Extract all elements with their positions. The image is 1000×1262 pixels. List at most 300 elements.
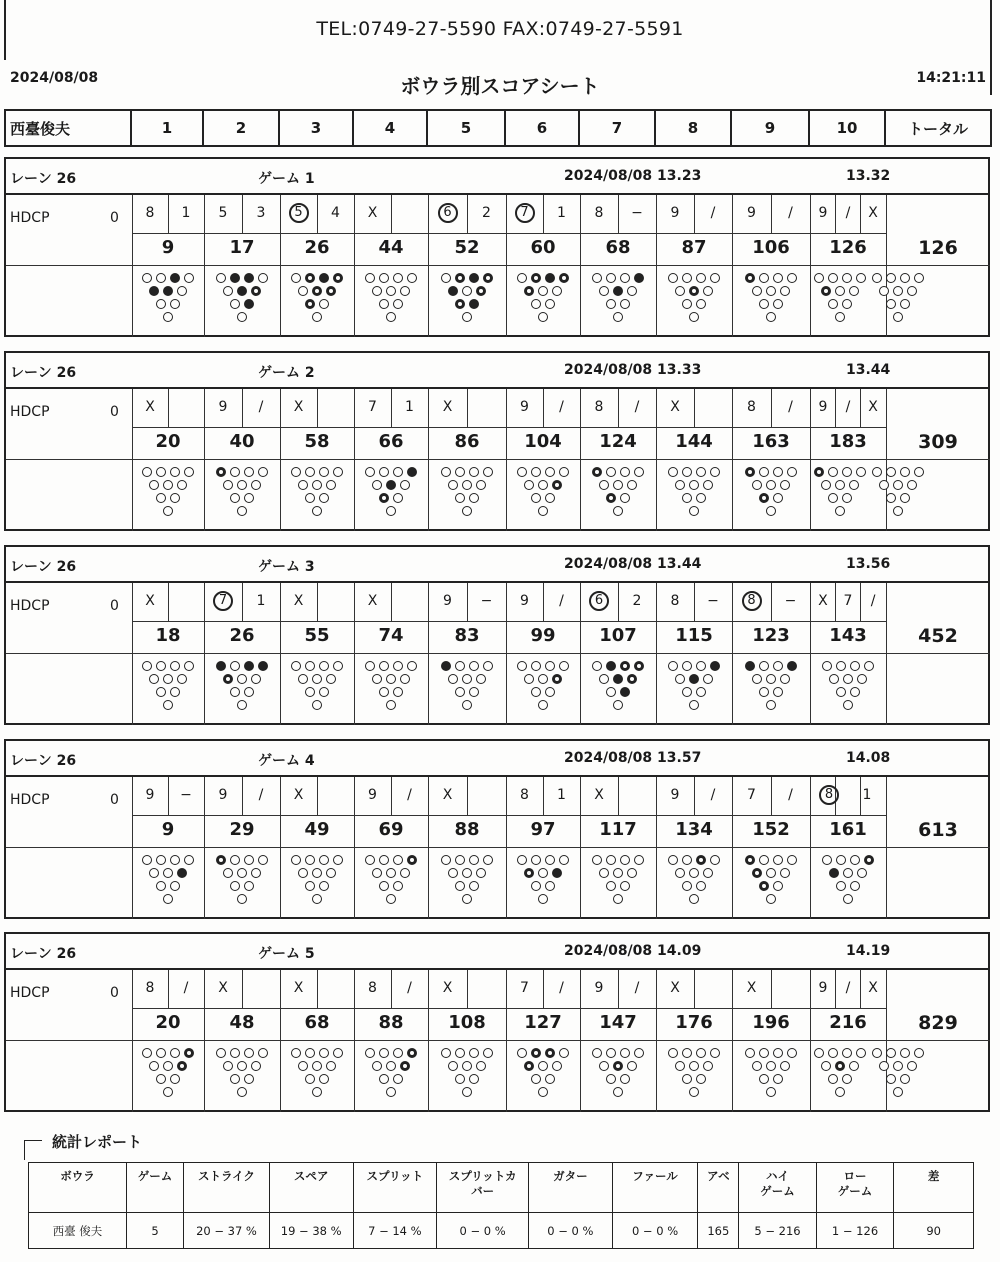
pin-3: [696, 493, 706, 503]
roll-mark: 9: [818, 205, 828, 221]
frame-score: 115: [675, 625, 713, 646]
pin-9: [393, 661, 403, 671]
roll-box-divider: [771, 195, 772, 233]
pin-5: [163, 868, 173, 878]
game-header: [6, 547, 988, 583]
pin-3: [319, 881, 329, 891]
frame-divider: [506, 970, 507, 1112]
roll-box-divider: [317, 583, 318, 621]
roll-box-divider: [242, 195, 243, 233]
roll-mark: 7: [520, 980, 529, 996]
game-end: 14.19: [846, 943, 891, 959]
pin-6: [400, 674, 410, 684]
pin-1: [835, 506, 845, 516]
pin-9: [170, 1048, 180, 1058]
roll-mark: /: [710, 787, 716, 803]
pin-1: [613, 700, 623, 710]
roll-box-divider: [771, 389, 772, 427]
pin-3: [244, 687, 254, 697]
pin-4: [448, 286, 458, 296]
frame-score: 152: [752, 819, 790, 840]
pin-3: [545, 687, 555, 697]
roll-mark: /: [559, 399, 564, 415]
pin-3: [620, 493, 630, 503]
frame-score: 20: [155, 431, 181, 452]
game-end: 13.56: [846, 556, 891, 572]
pin-4: [524, 286, 534, 296]
pin-6: [703, 868, 713, 878]
frame-divider: [354, 195, 355, 337]
frame-score: 147: [599, 1012, 637, 1033]
pin-1: [312, 894, 322, 904]
pin-5: [538, 480, 548, 490]
pin-3: [900, 1074, 910, 1084]
frame-score: 88: [378, 1012, 404, 1033]
pin-7: [872, 1048, 882, 1058]
pin-2: [828, 493, 838, 503]
report-bracket: [24, 1140, 42, 1141]
pin-4: [524, 480, 534, 490]
roll-mark: 1: [405, 399, 414, 415]
pin-9: [244, 273, 254, 283]
pin-8: [305, 1048, 315, 1058]
game-end: 13.44: [846, 362, 891, 378]
pin-6: [177, 868, 187, 878]
pin-7: [365, 661, 375, 671]
roll-mark: 5: [289, 203, 309, 223]
pin-7: [142, 1048, 152, 1058]
pin-3: [696, 299, 706, 309]
roll-mark: X: [442, 787, 453, 803]
pin-4: [524, 868, 534, 878]
pin-6: [552, 868, 562, 878]
pin-7: [441, 855, 451, 865]
pin-8: [606, 661, 616, 671]
pin-7: [592, 467, 602, 477]
pin-2: [156, 299, 166, 309]
pin-8: [682, 273, 692, 283]
pin-2: [230, 881, 240, 891]
pin-8: [230, 273, 240, 283]
game-header: [6, 934, 988, 970]
hdcp-label: HDCP: [10, 404, 50, 420]
pin-1: [538, 700, 548, 710]
roll-box-divider: [242, 583, 243, 621]
pin-4: [298, 286, 308, 296]
pin-6: [907, 286, 917, 296]
stats-header-cell: アベ: [698, 1163, 739, 1213]
pin-4: [298, 674, 308, 684]
roll-mark: 9: [443, 593, 452, 609]
pin-3: [469, 881, 479, 891]
roll-mark: X: [367, 593, 378, 609]
pin-4: [879, 480, 889, 490]
pin-5: [163, 480, 173, 490]
pin-9: [900, 1048, 910, 1058]
pin-5: [689, 1061, 699, 1071]
pin-5: [538, 1061, 548, 1071]
roll-mark: X: [670, 980, 680, 996]
game-block-3: [4, 545, 990, 725]
pin-8: [682, 1048, 692, 1058]
lane-label: レーン 26: [10, 946, 77, 962]
pin-7: [592, 273, 602, 283]
roll-mark: /: [559, 980, 564, 996]
frame-number-4: 4: [354, 111, 428, 145]
pin-4: [223, 480, 233, 490]
frame-divider: [732, 583, 733, 725]
pin-3: [319, 493, 329, 503]
pin-9: [620, 855, 630, 865]
pin-2: [156, 881, 166, 891]
pin-8: [379, 855, 389, 865]
roll-mark: 8: [742, 591, 762, 611]
stats-header-cell: ストライク: [184, 1163, 270, 1213]
pin-2: [759, 881, 769, 891]
pin-4: [149, 286, 159, 296]
frame-score: 104: [524, 431, 562, 452]
pin-8: [305, 467, 315, 477]
pin-8: [379, 1048, 389, 1058]
pin-5: [386, 674, 396, 684]
pin-1: [893, 506, 903, 516]
pin-4: [821, 1061, 831, 1071]
frame-score: 29: [229, 819, 255, 840]
pin-7: [216, 467, 226, 477]
roll-mark: X: [868, 980, 878, 996]
pin-3: [620, 1074, 630, 1084]
roll-box-divider: [391, 583, 392, 621]
pin-10: [634, 1048, 644, 1058]
pin-5: [689, 674, 699, 684]
roll-box-divider: [467, 583, 468, 621]
pin-7: [142, 855, 152, 865]
pin-6: [552, 1061, 562, 1071]
roll-mark: 8: [594, 205, 604, 221]
pin-5: [386, 1061, 396, 1071]
pin-5: [237, 674, 247, 684]
pin-7: [745, 1048, 755, 1058]
pin-5: [237, 868, 247, 878]
frame-score: 124: [599, 431, 637, 452]
frame-divider: [656, 389, 657, 531]
frame-divider: [354, 583, 355, 725]
roll-box-divider: [543, 970, 544, 1008]
frame-number-2: 2: [204, 111, 280, 145]
roll-mark: X: [293, 593, 304, 609]
pin-4: [599, 1061, 609, 1071]
pin-7: [814, 273, 824, 283]
frame-number-6: 6: [506, 111, 580, 145]
roll-mark: 9: [520, 593, 529, 609]
game-start: 2024/08/08 13.57: [564, 750, 702, 766]
game-start: 2024/08/08 14.09: [564, 943, 702, 959]
pin-6: [627, 674, 637, 684]
pin-6: [627, 480, 637, 490]
pin-9: [319, 661, 329, 671]
pin-6: [326, 674, 336, 684]
roll-mark: 6: [589, 591, 609, 611]
stats-cell: 0 − 0 %: [437, 1213, 529, 1249]
pin-6: [400, 1061, 410, 1071]
pin-10: [333, 855, 343, 865]
pin-7: [142, 467, 152, 477]
frame-score: 127: [524, 1012, 562, 1033]
frame-divider: [132, 777, 133, 919]
roll-mark: 9: [670, 205, 680, 221]
pin-4: [752, 674, 762, 684]
hdcp-label: HDCP: [10, 598, 50, 614]
game-block-2: [4, 351, 990, 531]
roll-mark: −: [707, 593, 719, 609]
roll-mark: 8: [520, 787, 529, 803]
pin-5: [386, 868, 396, 878]
pin-5: [689, 868, 699, 878]
pin-6: [177, 480, 187, 490]
pin-1: [462, 894, 472, 904]
roll-box-divider: [618, 389, 619, 427]
roll-row-divider: [132, 1008, 886, 1009]
roll-box-divider: [694, 195, 695, 233]
frame-score: 18: [155, 625, 181, 646]
pin-1: [538, 312, 548, 322]
frame-score: 48: [229, 1012, 255, 1033]
roll-row-divider: [132, 427, 886, 428]
report-bracket-v: [24, 1140, 25, 1160]
pin-8: [682, 661, 692, 671]
roll-mark: 9: [145, 787, 155, 803]
game-total: 309: [918, 431, 958, 453]
roll-mark: 1: [557, 205, 566, 221]
pin-1: [462, 700, 472, 710]
pin-10: [787, 1048, 797, 1058]
frame-score: 123: [752, 625, 790, 646]
pin-7: [745, 467, 755, 477]
hdcp-value: 0: [110, 210, 119, 226]
pin-7: [365, 1048, 375, 1058]
roll-box-divider: [543, 195, 544, 233]
pin-7: [745, 855, 755, 865]
roll-mark: 3: [256, 205, 266, 221]
pin-8: [531, 467, 541, 477]
pin-8: [455, 661, 465, 671]
contact-line: TEL:0749-27-5590 FAX:0749-27-5591: [316, 18, 684, 40]
pin-10: [333, 1048, 343, 1058]
pin-1: [386, 312, 396, 322]
pin-7: [441, 661, 451, 671]
roll-mark: 7: [368, 399, 377, 415]
pin-1: [613, 1087, 623, 1097]
pin-2: [305, 881, 315, 891]
pin-2: [230, 493, 240, 503]
pin-7: [517, 855, 527, 865]
pin-4: [599, 286, 609, 296]
frame-divider: [656, 583, 657, 725]
roll-mark: /: [634, 980, 640, 996]
roll-mark: 5: [218, 205, 228, 221]
frame-score: 83: [454, 625, 480, 646]
roll-mark: 9: [218, 787, 228, 803]
pin-3: [244, 493, 254, 503]
pin-6: [780, 1061, 790, 1071]
pin-9: [244, 1048, 254, 1058]
game-label: ゲーム 4: [258, 753, 315, 769]
roll-row-divider: [132, 621, 886, 622]
pin-1: [163, 894, 173, 904]
pin-2: [379, 493, 389, 503]
pin-6: [326, 286, 336, 296]
pin-6: [780, 868, 790, 878]
frame-divider: [506, 195, 507, 337]
frame-divider: [580, 970, 581, 1112]
pin-9: [545, 273, 555, 283]
frame-divider: [428, 583, 429, 725]
frame-score: 20: [155, 1012, 181, 1033]
pin-7: [291, 661, 301, 671]
pin-4: [675, 1061, 685, 1071]
frame-score: 176: [675, 1012, 713, 1033]
pin-10: [787, 273, 797, 283]
game-block-4: [4, 739, 990, 919]
pin-1: [237, 312, 247, 322]
stats-header-cell: ハイ ゲーム: [739, 1163, 817, 1213]
pin-1: [312, 506, 322, 516]
frame-score: 17: [229, 237, 255, 258]
pin-8: [455, 273, 465, 283]
pin-9: [900, 273, 910, 283]
roll-mark: 4: [331, 205, 340, 221]
pin-9: [545, 467, 555, 477]
pin-5: [386, 480, 396, 490]
pin-9: [319, 1048, 329, 1058]
frame-score: 9: [161, 819, 175, 840]
pin-3: [545, 1074, 555, 1084]
pin-10: [258, 273, 268, 283]
pin-4: [829, 868, 839, 878]
pin-5: [689, 286, 699, 296]
pin-1: [237, 1087, 247, 1097]
frame-header-row: [4, 109, 992, 147]
pin-5: [843, 674, 853, 684]
pin-5: [835, 1061, 845, 1071]
frame-score: 86: [454, 431, 480, 452]
pin-2: [531, 687, 541, 697]
roll-box-divider: [317, 389, 318, 427]
pin-5: [538, 674, 548, 684]
hdcp-label: HDCP: [10, 985, 50, 1001]
pin-1: [163, 1087, 173, 1097]
frame-score: 52: [454, 237, 480, 258]
pin-9: [170, 467, 180, 477]
pin-2: [455, 493, 465, 503]
frame-score: 40: [229, 431, 255, 452]
pin-7: [592, 661, 602, 671]
pin-9: [469, 273, 479, 283]
pin-1: [312, 1087, 322, 1097]
roll-row-divider: [132, 815, 886, 816]
pin-3: [773, 687, 783, 697]
pin-7: [142, 661, 152, 671]
pin-4: [829, 674, 839, 684]
pin-9: [696, 467, 706, 477]
frame-number-3: 3: [280, 111, 354, 145]
game-block-5: [4, 932, 990, 1112]
pin-2: [606, 299, 616, 309]
pin-4: [298, 868, 308, 878]
frame-score: 106: [752, 237, 790, 258]
frame-score: 55: [304, 625, 330, 646]
pin-10: [483, 855, 493, 865]
pin-9: [620, 273, 630, 283]
pin-6: [476, 674, 486, 684]
pin-5: [462, 286, 472, 296]
lane-label: レーン 26: [10, 559, 77, 575]
stats-cell: 20 − 37 %: [184, 1213, 270, 1249]
page-title: ボウラ別スコアシート: [400, 74, 600, 98]
pin-10: [787, 467, 797, 477]
roll-mark: 7: [213, 591, 233, 611]
frame-score: 26: [304, 237, 330, 258]
roll-box-divider: [467, 970, 468, 1008]
pin-8: [606, 273, 616, 283]
pin-10: [258, 855, 268, 865]
pin-10: [864, 661, 874, 671]
game-header: [6, 353, 988, 389]
frame-divider: [580, 195, 581, 337]
roll-mark: X: [442, 980, 453, 996]
pin-3: [850, 881, 860, 891]
pin-6: [251, 286, 261, 296]
stats-header-cell: ガター: [529, 1163, 613, 1213]
pin-10: [634, 855, 644, 865]
pin-4: [675, 480, 685, 490]
roll-mark: /: [183, 980, 189, 996]
pin-3: [620, 299, 630, 309]
pin-4: [149, 480, 159, 490]
pin-4: [372, 286, 382, 296]
pin-10: [559, 273, 569, 283]
pin-3: [842, 1074, 852, 1084]
pin-10: [787, 855, 797, 865]
pin-7: [291, 1048, 301, 1058]
pin-10: [184, 467, 194, 477]
roll-mark: 8: [145, 980, 155, 996]
pin-2: [455, 687, 465, 697]
pin-7: [814, 467, 824, 477]
pin-2: [230, 299, 240, 309]
roll-box-divider: [168, 389, 169, 427]
pin-10: [634, 661, 644, 671]
pin-9: [696, 661, 706, 671]
frame-score: 196: [752, 1012, 790, 1033]
pin-9: [393, 1048, 403, 1058]
frame-score: 216: [829, 1012, 867, 1033]
pin-4: [752, 480, 762, 490]
pin-8: [828, 273, 838, 283]
stats-cell: 165: [698, 1213, 739, 1249]
pin-1: [386, 700, 396, 710]
game-end: 13.32: [846, 168, 891, 184]
pin-8: [455, 1048, 465, 1058]
pin-10: [559, 855, 569, 865]
roll-mark: /: [845, 399, 851, 415]
pin-5: [312, 868, 322, 878]
print-time: 14:21:11: [916, 70, 986, 86]
roll-box-divider: [391, 777, 392, 815]
pin-2: [682, 493, 692, 503]
frame-divider: [132, 195, 133, 337]
pin-6: [552, 674, 562, 684]
